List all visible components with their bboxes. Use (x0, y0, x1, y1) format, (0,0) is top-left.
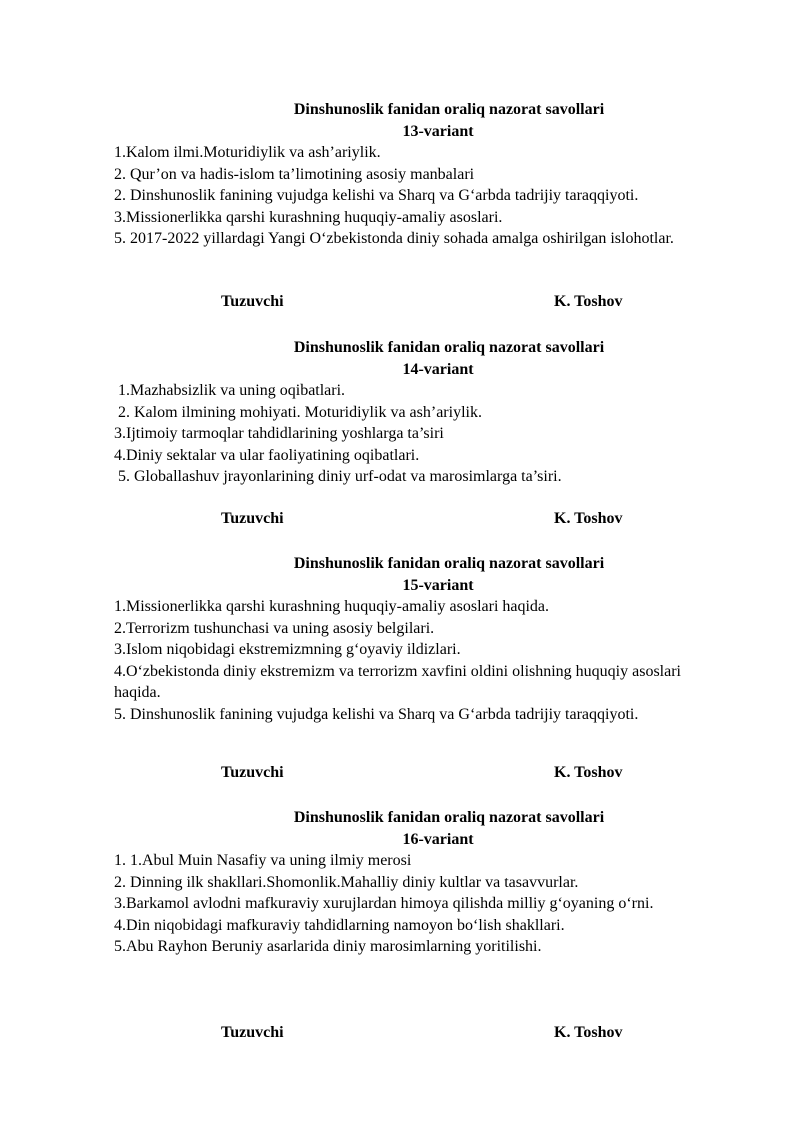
section-title: Dinshunoslik fanidan oraliq nazorat savollari (293, 809, 605, 826)
section-title: Dinshunoslik fanidan oraliq nazorat savollari (293, 101, 605, 118)
question-item: 5. Dinshunoslik fanining vujudga kelishi va Sharq va G‘arbda tadrijiy taraqqiyoti. (114, 705, 639, 723)
variant-15-section (114, 553, 744, 725)
question-item: 2. Dinshunoslik fanining vujudga kelishi va Sharq va G‘arbda tadrijiy taraqqiyoti. (114, 187, 639, 204)
question-item: 4.Din niqobidagi mafkuraviy tahdidlarning namoyon bo‘lish shakllari. (114, 916, 565, 934)
question-item: 1.Mazhabsizlik va uning oqibatlari. (114, 382, 346, 399)
signature-role: Tuzuvchi (221, 1024, 284, 1041)
question-item: 3.Ijtimoiy tarmoqlar tahdidlarining yoshlarga ta’siri (114, 425, 444, 442)
question-item: 4.Diniy sektalar va ular faoliyatining oqibatlari. (114, 446, 420, 464)
variant-13-section (114, 99, 744, 250)
question-item: 3.Missionerlikka qarshi kurashning huquqiy-amaliy asoslari. (114, 208, 503, 226)
signature-role: Tuzuvchi (221, 764, 284, 781)
question-item: 3.Barkamol avlodni mafkuraviy xurujlardan himoya qilishda milliy g‘oyaning o‘rni. (114, 895, 654, 912)
variant-heading: 13-variant (402, 122, 474, 140)
variant-heading: 15-variant (402, 576, 474, 594)
signature-name: K. Toshov (554, 510, 623, 527)
question-item: 5.Abu Rayhon Beruniy asarlarida diniy marosimlarning yoritilishi. (114, 938, 542, 955)
signature-role: Tuzuvchi (221, 510, 284, 527)
question-item: 2. Kalom ilmining mohiyati. Moturidiylik va ash’ariylik. (114, 403, 482, 421)
question-item: 1.Kalom ilmi.Moturidiylik va ash’ariylik. (114, 144, 381, 161)
question-item: 5. 2017-2022 yillardagi Yangi O‘zbekistonda diniy sohada amalga oshirilgan islohotlar. (114, 230, 674, 247)
question-item: 4.O‘zbekistonda diniy ekstremizm va terrorizm xavfini oldini olishning huquqiy asoslari haqida. (114, 662, 681, 701)
variant-14-section (114, 337, 744, 488)
variant-heading: 14-variant (402, 360, 474, 378)
signature-line (114, 764, 744, 786)
signature-line (114, 1024, 744, 1046)
signature-line (114, 510, 744, 532)
section-title: Dinshunoslik fanidan oraliq nazorat savollari (293, 339, 605, 356)
question-item: 2. Dinning ilk shakllari.Shomonlik.Mahalliy diniy kultlar va tasavvurlar. (114, 873, 579, 891)
variant-16-section (114, 807, 744, 958)
question-item: 1.Missionerlikka qarshi kurashning huquqiy-amaliy asoslari haqida. (114, 598, 550, 615)
variant-heading: 16-variant (402, 830, 474, 848)
question-item: 1. 1.Abul Muin Nasafiy va uning ilmiy merosi (114, 852, 412, 869)
signature-line (114, 293, 744, 315)
question-item: 2.Terrorizm tushunchasi va uning asosiy belgilari. (114, 619, 435, 637)
section-title: Dinshunoslik fanidan oraliq nazorat savollari (293, 555, 605, 572)
signature-name: K. Toshov (554, 1024, 623, 1041)
signature-name: K. Toshov (554, 293, 623, 310)
question-item: 3.Islom niqobidagi ekstremizmning g‘oyaviy ildizlari. (114, 641, 461, 658)
signature-name: K. Toshov (554, 764, 623, 781)
question-item: 2. Qur’on va hadis-islom ta’limotining asosiy manbalari (114, 165, 475, 183)
signature-role: Tuzuvchi (221, 293, 284, 310)
question-item: 5. Globallashuv jrayonlarining diniy urf-odat va marosimlarga ta’siri. (114, 468, 562, 485)
